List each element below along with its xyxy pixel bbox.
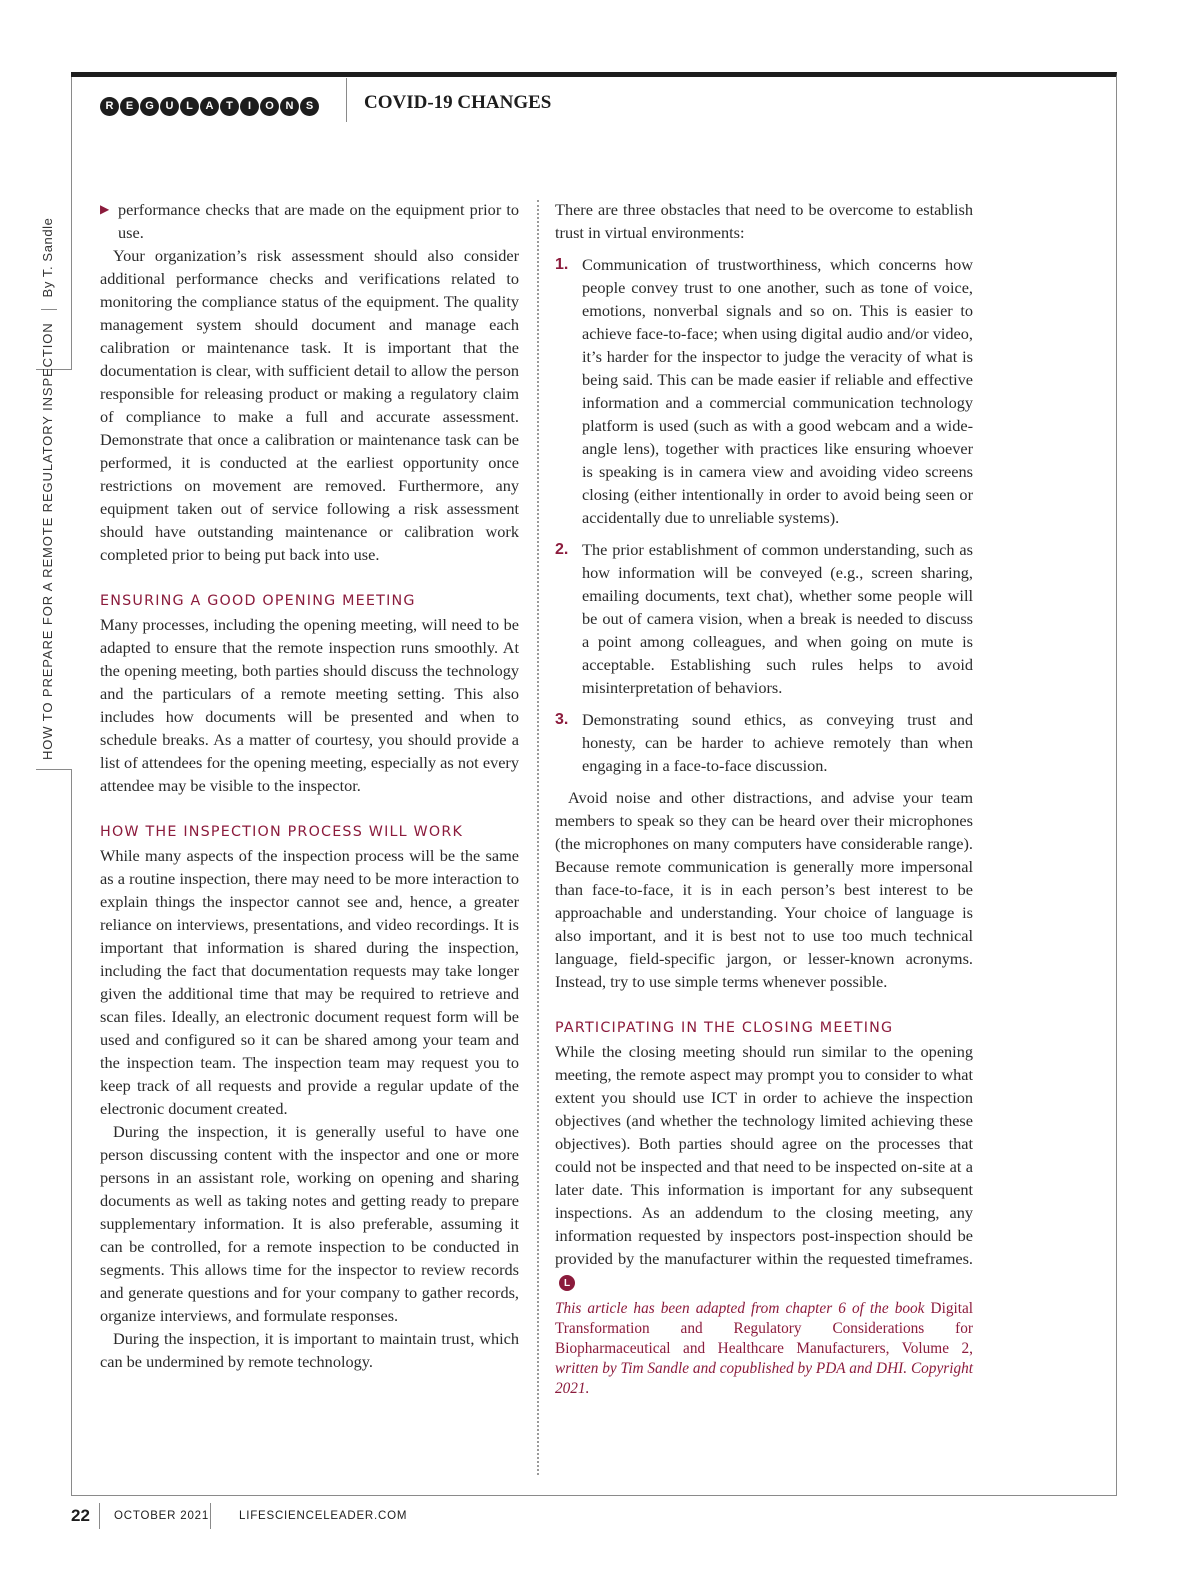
numbered-item: [555, 708, 973, 777]
item-number: 2.: [555, 541, 569, 558]
department-title: COVID-19 CHANGES: [364, 92, 552, 113]
subheading: ENSURING A GOOD OPENING MEETING: [100, 593, 416, 609]
end-of-article-icon: L: [559, 1275, 575, 1291]
item-text: Demonstrating sound ethics, as conveying trust and honesty, can be harder to achieve remotely than when engaging in a face-to-face discussion.: [582, 710, 973, 775]
page-footer: [71, 1502, 407, 1530]
header-divider: [346, 78, 347, 122]
section-letter: E: [120, 97, 139, 116]
byline: By T. Sandle: [40, 217, 55, 298]
body-paragraph: Many processes, including the opening meeting, will need to be adapted to ensure that the remote inspection runs smoothly. At the opening meeting, both parties should discuss the technology and the particulars of a remote meeting setting. This also includes how documents will be presented and when to schedule breaks. As a matter of courtesy, you should provide a list of attendees for the opening meeting, especially as not every attendee may be visible to the inspector.: [100, 615, 519, 795]
subheading: HOW THE INSPECTION PROCESS WILL WORK: [100, 824, 464, 840]
section-letter: T: [220, 97, 239, 116]
page-number: 22: [71, 1506, 90, 1525]
section-letter: G: [140, 97, 159, 116]
subheading: PARTICIPATING IN THE CLOSING MEETING: [555, 1020, 894, 1036]
article-credit: [555, 1299, 973, 1399]
footer-divider: [210, 1503, 211, 1529]
website-link[interactable]: LIFESCIENCELEADER.COM: [239, 1510, 408, 1522]
section-letter: A: [200, 97, 219, 116]
sidebar-running-head: [40, 218, 57, 761]
left-column: [100, 198, 519, 1373]
body-paragraph: During the inspection, it is important to maintain trust, which can be undermined by remote technology.: [100, 1329, 519, 1371]
body-paragraph: While many aspects of the inspection process will be the same as a routine inspection, there may need to be more interaction to explain things the inspector cannot see and, hence, a greater reliance on interviews, presentations, and video recordings. It is important that information is shared during the inspection, including the fact that documentation requests may take longer given the additional time that may be required to retrieve and scan files. Ideally, an electronic document request form will be used and configured so it can be shared among your team and the inspection team. The inspection team may request you to keep track of all requests and provide a regular update of the electronic document created.: [100, 846, 519, 1118]
body-paragraph: There are three obstacles that need to be overcome to establish trust in virtual environments:: [555, 200, 973, 242]
section-letter: S: [300, 97, 319, 116]
section-label-regulations: [100, 97, 319, 116]
frame-rule: [71, 769, 72, 1496]
item-number: 3.: [555, 711, 569, 728]
body-paragraph: [555, 1040, 973, 1293]
body-paragraph: During the inspection, it is generally useful to have one person discussing content with the inspector and one or more persons in an assistant role, working on opening and sharing documents as well as taking notes and getting ready to prepare supplementary information. It is also preferable, assuming it can be controlled, for a remote inspection to be conducted in segments. This allows time for the inspector to review records and generate questions and for your company to gather records, organize interviews, and formulate responses.: [100, 1122, 519, 1325]
right-column: [555, 198, 973, 1399]
column-divider: [537, 200, 539, 1475]
closing-paragraph-text: While the closing meeting should run similar to the opening meeting, the remote aspect may prompt you to consider to what extent you should use ICT in order to achieve the inspection objectives (and whether the technology limited achieving these objectives). Both parties should agree on the processes that could not be inspected and that need to be inspected on-site at a later date. This information is important for any subsequent inspections. As an addendum to the closing meeting, any information requested by inspectors post-inspection should be provided by the manufacturer within the requested timeframes.: [555, 1042, 973, 1268]
section-letter: I: [240, 97, 259, 116]
footer-divider: [99, 1503, 100, 1529]
triangle-bullet-icon: ▶: [100, 202, 110, 216]
credit-text: This article has been adapted from chapter 6 of the book: [555, 1300, 925, 1317]
book-title: Digital Transformation and Regulatory Considerations for Biopharmaceutical and Healthcare Manufacturers, Volume 2,: [555, 1300, 974, 1357]
body-paragraph: Avoid noise and other distractions, and advise your team members to speak so they can be heard over their microphones (the microphones on many computers have considerable range). Because remote communication is generally more impersonal than face-to-face, it is in each person’s best interest to be approachable and understanding. Your choice of language is also important, and it is best not to use too much technical language, field-specific jargon, or lesser-known acronyms. Instead, try to use simple terms whenever possible.: [555, 788, 973, 991]
section-header: [100, 90, 552, 122]
article-title: HOW TO PREPARE FOR A REMOTE REGULATORY INSPECTION: [40, 322, 55, 760]
sidebar-divider: [41, 309, 57, 310]
bullet-text: performance checks that are made on the equipment prior to use.: [118, 200, 519, 242]
credit-text: written by Tim Sandle and copublished by PDA and DHI. Copyright 2021.: [555, 1360, 973, 1397]
numbered-item: [555, 538, 973, 699]
section-letter: N: [280, 97, 299, 116]
bullet-item: [100, 198, 519, 244]
section-letter: U: [160, 97, 179, 116]
numbered-item: [555, 253, 973, 529]
section-letter: R: [100, 97, 119, 116]
body-paragraph: Your organization’s risk assessment should also consider additional performance checks and verifications related to monitoring the compliance status of the equipment. The quality management system should document and manage each calibration or maintenance task. It is important that the documentation is clear, with sufficient detail to allow the person responsible for releasing product or making a regulatory claim of compliance to make a full and accurate assessment. Demonstrate that once a calibration or maintenance task can be performed, it is conducted at the earliest opportunity once restrictions on movement are removed. Furthermore, any equipment taken out of service following a risk assessment should have outstanding maintenance or calibration work completed prior to being put back into use.: [100, 246, 519, 564]
item-text: Communication of trustworthiness, which concerns how people convey trust to one another, such as tone of voice, emotions, nonverbal signals and so on. This is easier to achieve face-to-face; when using digital audio and/or video, it’s harder for the inspector to judge the veracity of what is being said. This can be made easier if reliable and effective information and a commercial communication technology platform is used (such as with a good webcam and a wide-angle lens), together with practices like ensuring whoever is speaking is in camera view and avoiding video screens closing (either intentionally in order to avoid being seen or accidentally due to unreliable systems).: [582, 255, 973, 527]
frame-tick: [36, 769, 72, 770]
item-number: 1.: [555, 256, 569, 273]
frame-rule: [71, 77, 72, 369]
section-letter: O: [260, 97, 279, 116]
item-text: The prior establishment of common understanding, such as how information will be conveyed (e.g., screen sharing, emailing documents, text chat), whether some people will be out of camera vision, when a break is needed to discuss a point among colleagues, and when going on mute is acceptable. Establishing such rules helps to avoid misinterpretation of behaviors.: [582, 540, 973, 697]
section-letter: L: [180, 97, 199, 116]
issue-date: OCTOBER 2021: [114, 1510, 210, 1522]
